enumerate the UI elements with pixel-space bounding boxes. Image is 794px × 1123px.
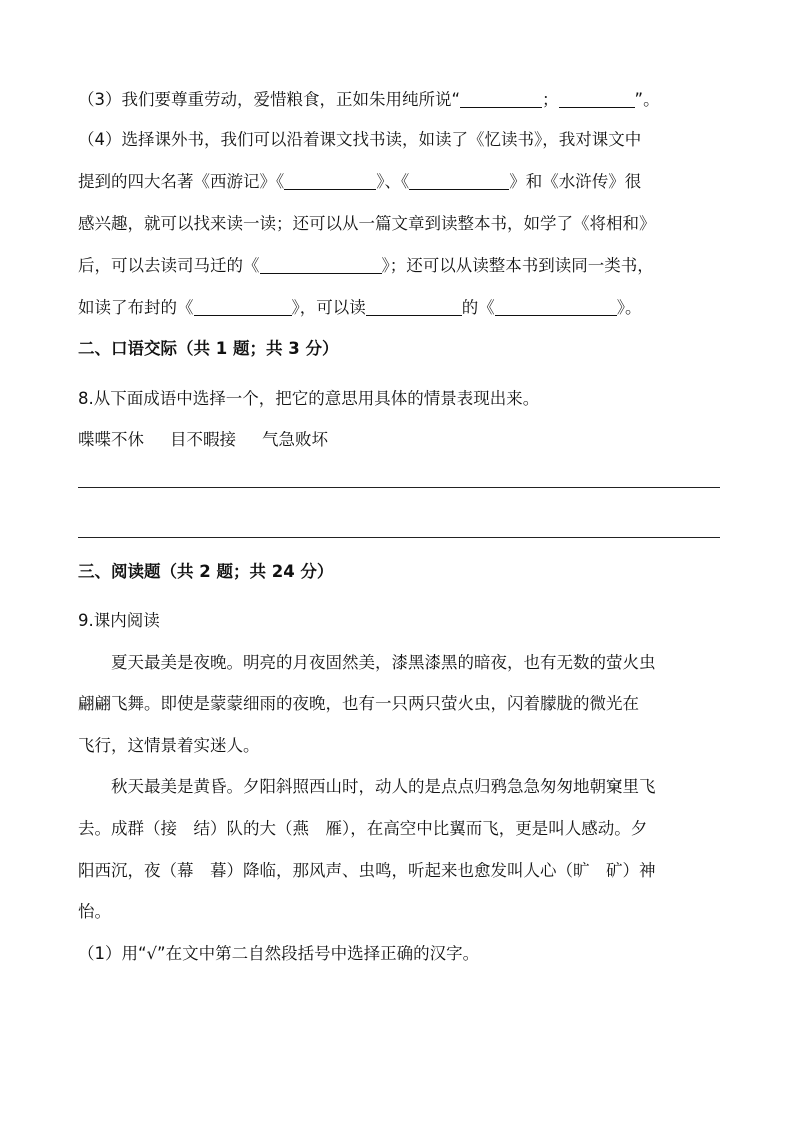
passage-p1-line: 飞行，这情景着实迷人。 [78, 736, 260, 755]
q4-line-4 [78, 256, 720, 276]
q8-prompt: 8.从下面成语中选择一个，把它的意思用具体的情景表现出来。 [78, 389, 540, 408]
q4-text: 》，可以读 [291, 298, 366, 317]
q3-line [78, 90, 720, 110]
answer-line[interactable] [78, 487, 720, 488]
passage-p1-line: 夏天最美是夜晚。明亮的月夜固然美，漆黑漆黑的暗夜，也有无数的萤火虫 [111, 653, 656, 672]
idiom-list [78, 430, 720, 450]
idiom-item: 喋喋不休 [78, 430, 144, 449]
answer-blank[interactable] [366, 298, 462, 316]
q4-line-5 [78, 298, 720, 318]
answer-blank[interactable] [409, 172, 509, 190]
q3-end: ”。 [634, 90, 660, 109]
q4-text: 提到的四大名著《西游记》《 [78, 172, 285, 191]
passage-p2-line: 去。成群（接 结）队的大（燕 雁），在高空中比翼而飞，更是叫人感动。夕 [78, 819, 648, 838]
answer-blank[interactable] [559, 90, 635, 108]
section-2-heading: 二、口语交际（共 1 题；共 3 分） [78, 339, 339, 358]
answer-blank[interactable] [460, 90, 542, 108]
answer-blank[interactable] [495, 298, 617, 316]
q4-text: 》和《水浒传》很 [509, 172, 642, 191]
q4-text: 》、《 [376, 172, 410, 191]
q3-sep: ； [542, 90, 559, 109]
q4-text: 感兴趣，就可以找来读一读；还可以从一篇文章到读整本书，如学了《将相和》 [78, 214, 656, 233]
q4-text: 》。 [616, 298, 642, 317]
q4-text: 如读了布封的《 [78, 298, 194, 317]
answer-blank[interactable] [260, 256, 382, 274]
q4-text: 的《 [461, 298, 495, 317]
q9-title: 9.课内阅读 [78, 611, 160, 630]
answer-blank[interactable] [284, 172, 376, 190]
idiom-item: 目不暇接 [170, 430, 236, 449]
q9-subquestion-1: （1）用“√”在文中第二自然段括号中选择正确的汉字。 [78, 944, 480, 963]
passage-p2-line: 阳西沉，夜（幕 暮）降临，那风声、虫鸣，听起来也愈发叫人心（旷 矿）神 [78, 861, 656, 880]
q4-line-2 [78, 172, 720, 192]
q4-text: 》；还可以从读整本书到读同一类书， [381, 256, 654, 275]
passage-p2-line: 怡。 [78, 902, 111, 921]
section-3-heading: 三、阅读题（共 2 题；共 24 分） [78, 562, 334, 581]
q4-text: （4）选择课外书，我们可以沿着课文找书读，如读了《忆读书》，我对课文中 [78, 130, 642, 149]
q4-line-1 [78, 130, 720, 150]
q4-text: 后，可以去读司马迁的《 [78, 256, 260, 275]
passage-p1-line: 翩翩飞舞。即使是蒙蒙细雨的夜晚，也有一只两只萤火虫，闪着朦胧的微光在 [78, 694, 639, 713]
answer-blank[interactable] [194, 298, 292, 316]
answer-line[interactable] [78, 537, 720, 538]
idiom-item: 气急败坏 [262, 430, 328, 449]
q4-line-3 [78, 214, 720, 234]
passage-p2-line: 秋天最美是黄昏。夕阳斜照西山时，动人的是点点归鸦急急匆匆地朝窠里飞 [111, 777, 656, 796]
q3-text: （3）我们要尊重劳动，爱惜粮食，正如朱用纯所说“ [78, 90, 461, 109]
